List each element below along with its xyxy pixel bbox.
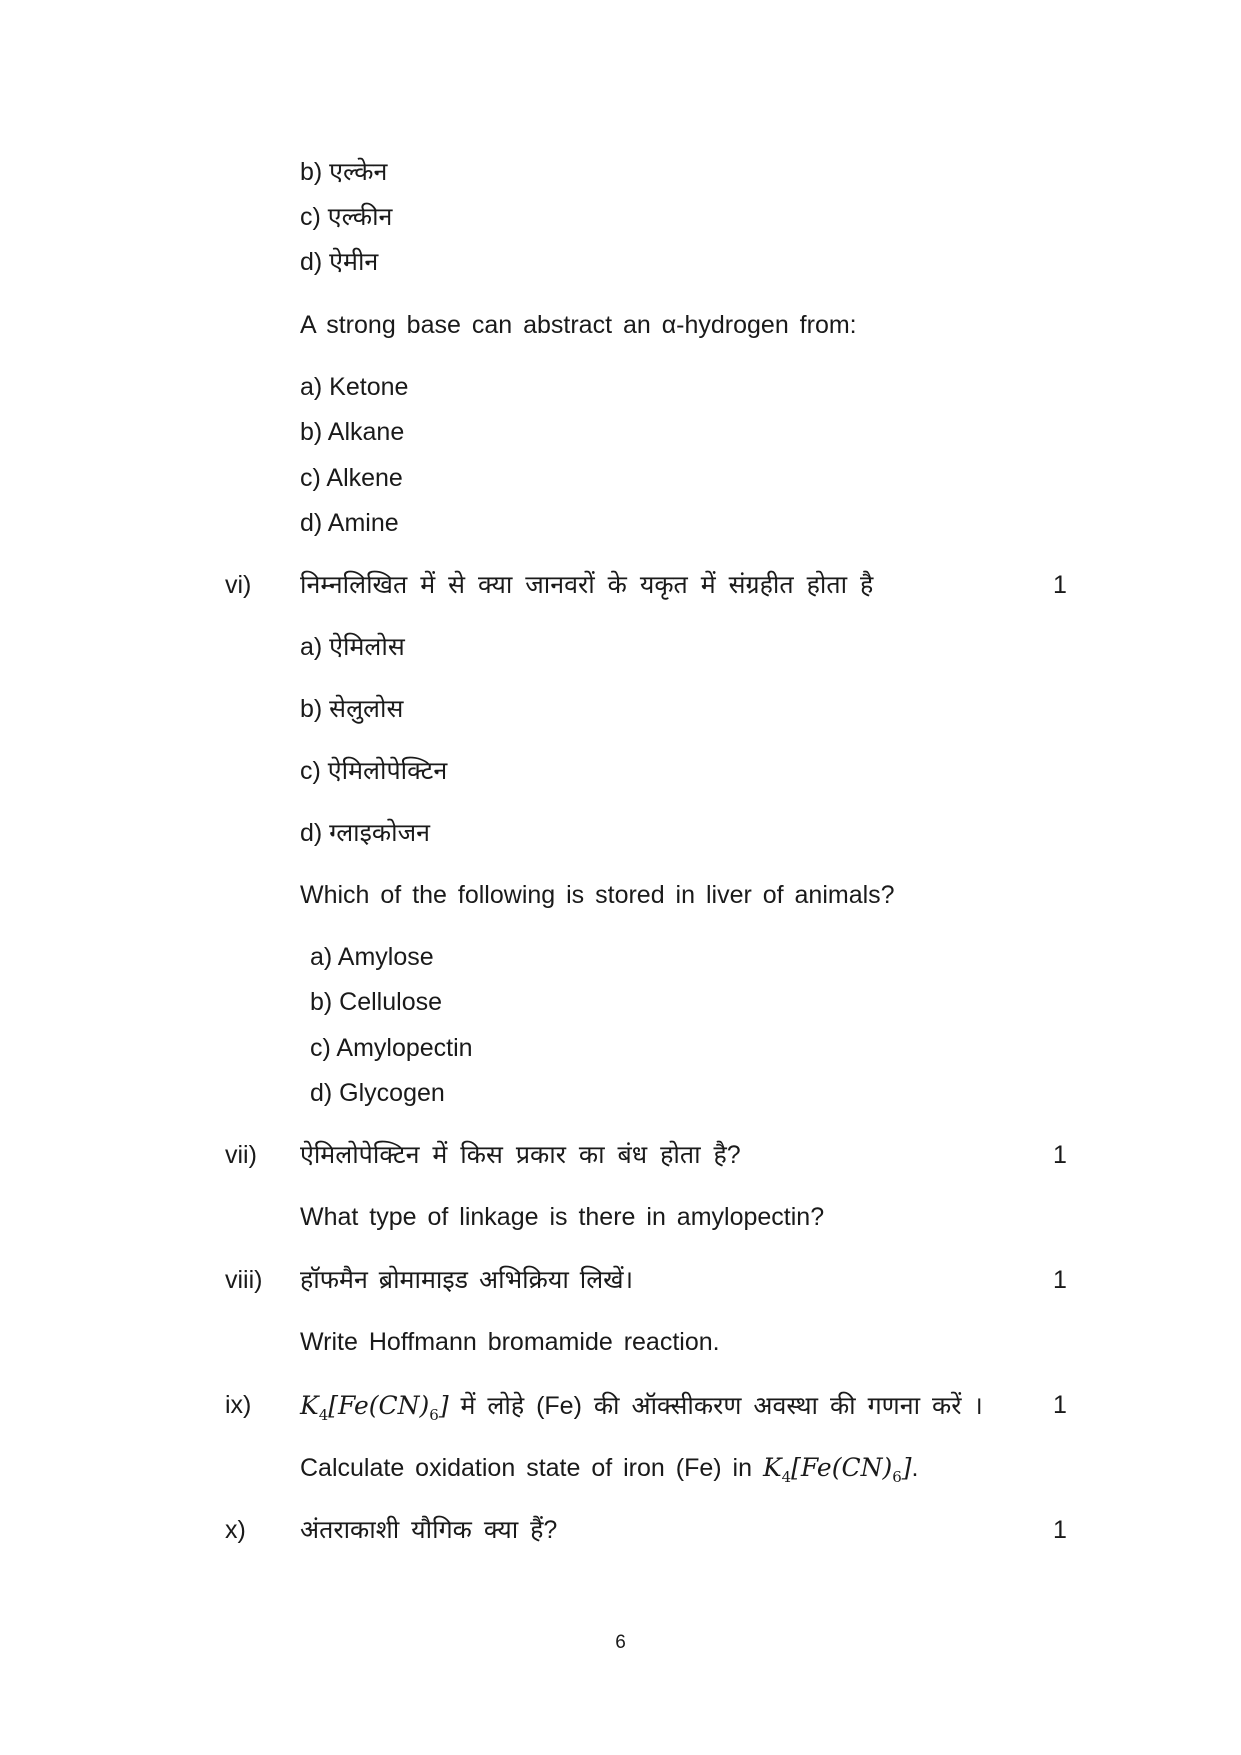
question-text-hi: $K_4[Fe(CN)_6]$ में लोहे (Fe) की ऑक्सीकरण अवस्था की गणना करें । [300,1391,983,1424]
option-hi-b: b) एल्केन [300,158,388,186]
option-en-c: c) Amylopectin [310,1034,473,1062]
question-number: vii) [225,1141,257,1169]
formula: $K_4[Fe(CN)_6]$ [762,1453,912,1486]
question-text-en: A strong base can abstract an α-hydrogen from: [300,311,857,339]
option-hi-d: d) ऐमीन [300,248,379,276]
question-text-en: Calculate oxidation state of iron (Fe) in $K_4[Fe(CN)_6]$. [300,1453,919,1486]
marks: 1 [1053,571,1067,599]
marks: 1 [1053,1266,1067,1294]
question-text-hi: हॉफमैन ब्रोमामाइड अभिक्रिया लिखें। [300,1266,634,1294]
marks: 1 [1053,1141,1067,1169]
page-number: 6 [615,1632,626,1653]
question-text-en: What type of linkage is there in amylopectin? [300,1203,825,1231]
question-number: vi) [225,571,252,599]
question-text-hi: ऐमिलोपेक्टिन में किस प्रकार का बंध होता है? [300,1141,741,1169]
question-text-en: Which of the following is stored in liver of animals? [300,881,895,909]
option-en-b: b) Alkane [300,418,405,446]
option-en-c: c) Alkene [300,464,403,492]
option-en-a: a) Amylose [310,943,434,971]
option-hi-c: c) ऐमिलोपेक्टिन [300,757,448,785]
question-text-hi: अंतराकाशी यौगिक क्या हैं? [300,1516,558,1544]
question-number: x) [225,1516,246,1544]
marks: 1 [1053,1516,1067,1544]
option-en-a: a) Ketone [300,373,409,401]
option-hi-c: c) एल्कीन [300,203,393,231]
formula: $K_4[Fe(CN)_6]$ [300,1391,449,1424]
option-en-d: d) Glycogen [310,1079,445,1107]
option-hi-d: d) ग्लाइकोजन [300,819,431,847]
question-number: viii) [225,1266,263,1294]
option-hi-a: a) ऐमिलोस [300,633,405,661]
option-en-d: d) Amine [300,509,399,537]
question-text-en: Write Hoffmann bromamide reaction. [300,1328,720,1356]
option-hi-b: b) सेलुलोस [300,695,404,723]
option-en-b: b) Cellulose [310,988,443,1016]
question-number: ix) [225,1391,252,1419]
marks: 1 [1053,1391,1067,1419]
question-text-hi: निम्नलिखित में से क्या जानवरों के यकृत में संग्रहीत होता है [300,571,874,599]
